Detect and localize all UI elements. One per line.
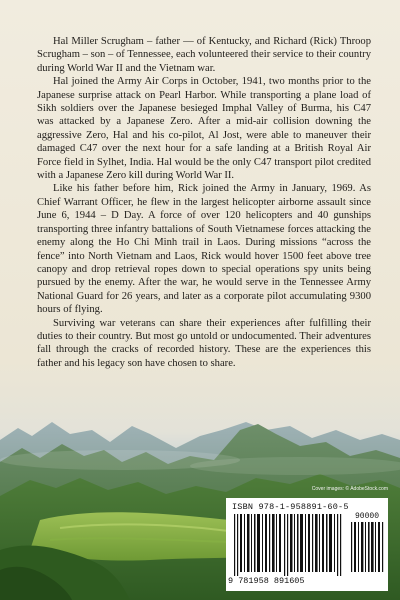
paragraph-rick: Like his father before him, Rick joined the Army in January, 1969. As Chief Warrant Officer, he flew in the largest helicopter airborne assault since June 6, 1944 – D Day. A force of over 120 helicopters and 40 gunships transporting three infantry battalions of South Vietnamese forces attacking the enemy along the Ho Chi Minh trail in Laos. During missions “across the fence” into North Vietnam and Laos, Rick would hover 1500 feet above tree canopy and drop retrieval ropes down to special operations spy units being pursued by the enemy. After the war, he would serve in the Tennessee Army National Guard for 26 years, and later as a corporate pilot accumulating 9300 hours of flying. <box>37 183 371 316</box>
ean-digits: 9 781958 891605 <box>228 576 305 586</box>
price-barcode-bars <box>350 522 384 572</box>
ean-barcode-bars <box>232 514 346 576</box>
isbn-barcode <box>226 498 388 591</box>
paragraph-hal: Hal joined the Army Air Corps in October, 1941, two months prior to the Japanese surprise attack on Pearl Harbor. While transporting a plane load of Sikh soldiers over the Japanese besieged Imphal Valley of Burma, his C47 was attacked by a Japanese Zero. After a mid-air collision downing the aggressive Zero, Hal and his co-pilot, Al Jost, were able to maneuver their damaged C47 over the next hour for a safe landing at a British Royal Air Force field in Sylhet, India. Hal would be the only C47 transport pilot credited with a Japanese Zero kill during World War II. <box>37 76 371 182</box>
isbn-label: ISBN 978-1-958891-60-5 <box>232 502 349 512</box>
blurb-text <box>37 35 371 370</box>
image-credit: Cover images: © AdobeStock.com <box>311 486 388 492</box>
price-code: 90000 <box>354 512 379 521</box>
paragraph-intro: Hal Miller Scrugham – father — of Kentucky, and Richard (Rick) Throop Scrugham – son – of Tennessee, each volunteered their service to their country during World War II and the Vietnam war. <box>37 36 371 74</box>
paragraph-closing: Surviving war veterans can share their experiences after fulfilling their duties to their country. But most go untold or undocumented. Their adventures fall through the cracks of recorded history. These are the experiences this father and his legacy son have chosen to share. <box>37 317 371 369</box>
